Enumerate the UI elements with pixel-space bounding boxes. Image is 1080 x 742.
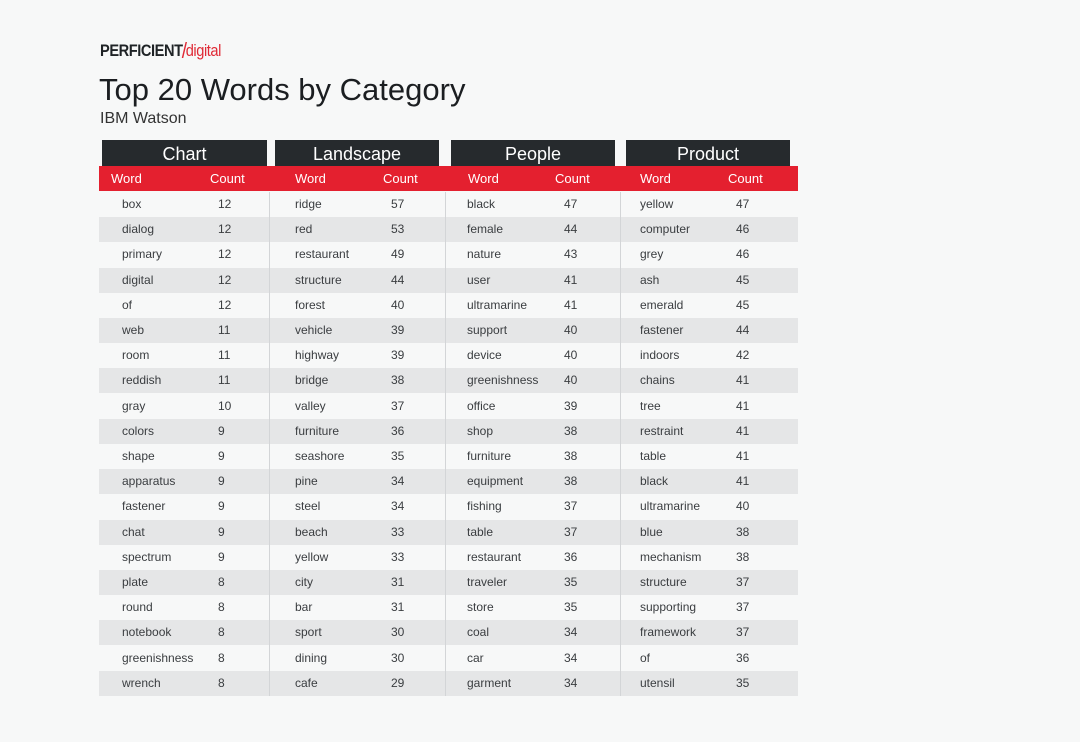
count-cell: 37 xyxy=(564,499,578,514)
word-cell: ridge xyxy=(295,197,322,211)
word-cell: support xyxy=(467,323,508,337)
count-cell: 9 xyxy=(218,474,225,489)
column-header-count: Count xyxy=(555,171,590,186)
count-cell: 37 xyxy=(736,575,750,589)
count-cell: 30 xyxy=(391,650,405,665)
count-cell: 41 xyxy=(736,449,750,463)
count-cell: 33 xyxy=(391,524,405,539)
word-cell: ultramarine xyxy=(640,499,701,514)
word-cell: beach xyxy=(295,524,328,539)
word-cell: restaurant xyxy=(295,247,350,262)
table-row xyxy=(99,545,798,570)
count-cell: 41 xyxy=(564,297,578,312)
count-cell: 8 xyxy=(218,650,225,665)
count-cell: 8 xyxy=(218,625,225,640)
count-cell: 9 xyxy=(218,499,225,514)
word-cell: dialog xyxy=(122,222,155,237)
word-cell: furniture xyxy=(467,449,512,463)
count-cell: 44 xyxy=(391,272,405,287)
column-divider xyxy=(445,192,446,696)
table-row xyxy=(99,192,798,217)
table-row xyxy=(99,268,798,293)
table-row xyxy=(99,444,798,469)
table-row xyxy=(99,242,798,267)
word-cell: greenishness xyxy=(467,373,539,388)
word-cell: gray xyxy=(122,398,146,413)
count-cell: 37 xyxy=(736,600,750,615)
word-cell: notebook xyxy=(122,625,172,640)
count-cell: 41 xyxy=(736,474,750,489)
word-cell: shop xyxy=(467,423,494,438)
count-cell: 12 xyxy=(218,197,232,211)
column-header-word: Word xyxy=(640,171,671,186)
count-cell: 47 xyxy=(564,197,578,211)
word-cell: red xyxy=(295,222,313,237)
word-cell: of xyxy=(640,650,651,665)
word-cell: tree xyxy=(640,398,661,413)
count-cell: 34 xyxy=(564,650,578,665)
count-cell: 38 xyxy=(736,549,750,564)
word-cell: chains xyxy=(640,373,675,388)
table-row xyxy=(99,595,798,620)
word-cell: female xyxy=(467,222,504,237)
word-cell: box xyxy=(122,197,142,211)
word-cell: black xyxy=(640,474,669,489)
count-cell: 41 xyxy=(564,272,578,287)
count-cell: 35 xyxy=(391,449,405,463)
count-cell: 37 xyxy=(564,524,578,539)
column-header-count: Count xyxy=(383,171,418,186)
count-cell: 31 xyxy=(391,600,405,615)
word-cell: primary xyxy=(122,247,163,262)
count-cell: 11 xyxy=(218,323,231,337)
word-cell: nature xyxy=(467,247,502,262)
word-cell: indoors xyxy=(640,348,680,363)
count-cell: 38 xyxy=(391,373,405,388)
table-row xyxy=(99,646,798,671)
count-cell: 34 xyxy=(564,675,578,690)
word-cell: table xyxy=(467,524,494,539)
count-cell: 38 xyxy=(564,474,578,489)
table-row xyxy=(99,494,798,519)
count-cell: 29 xyxy=(391,675,405,690)
category-header-product: Product xyxy=(626,140,790,166)
count-cell: 44 xyxy=(736,323,750,337)
count-cell: 35 xyxy=(564,600,578,615)
word-cell: dining xyxy=(295,650,328,665)
count-cell: 34 xyxy=(391,499,405,514)
word-cell: steel xyxy=(295,499,321,514)
table-row xyxy=(99,293,798,318)
word-cell: restraint xyxy=(640,423,684,438)
count-cell: 9 xyxy=(218,524,225,539)
count-cell: 35 xyxy=(564,575,578,589)
word-cell: sport xyxy=(295,625,322,640)
word-cell: valley xyxy=(295,398,326,413)
word-cell: user xyxy=(467,272,491,287)
word-cell: digital xyxy=(122,272,154,287)
column-header-row xyxy=(99,166,798,191)
word-cell: equipment xyxy=(467,474,524,489)
count-cell: 37 xyxy=(391,398,405,413)
word-cell: forest xyxy=(295,297,326,312)
column-header-count: Count xyxy=(210,171,245,186)
count-cell: 38 xyxy=(564,423,578,438)
table-row xyxy=(99,368,798,393)
count-cell: 36 xyxy=(564,549,578,564)
count-cell: 9 xyxy=(218,549,225,564)
word-cell: greenishness xyxy=(122,650,194,665)
count-cell: 9 xyxy=(218,423,225,438)
count-cell: 36 xyxy=(391,423,405,438)
count-cell: 41 xyxy=(736,398,750,413)
count-cell: 8 xyxy=(218,575,225,589)
count-cell: 8 xyxy=(218,600,225,615)
count-cell: 41 xyxy=(736,423,750,438)
perficient-digital-logo: PERFICIENT/digital xyxy=(100,38,221,63)
column-header-count: Count xyxy=(728,171,763,186)
word-cell: web xyxy=(122,323,145,337)
count-cell: 57 xyxy=(391,197,405,211)
word-cell: ash xyxy=(640,272,660,287)
words-table xyxy=(99,140,798,696)
column-divider xyxy=(620,192,621,696)
word-cell: vehicle xyxy=(295,323,333,337)
count-cell: 12 xyxy=(218,297,232,312)
word-cell: fastener xyxy=(122,499,166,514)
table-row xyxy=(99,419,798,444)
word-cell: traveler xyxy=(467,575,508,589)
word-cell: utensil xyxy=(640,675,675,690)
count-cell: 46 xyxy=(736,222,750,237)
word-cell: city xyxy=(295,575,313,589)
word-cell: shape xyxy=(122,449,155,463)
word-cell: of xyxy=(122,297,133,312)
count-cell: 40 xyxy=(564,348,578,363)
table-row xyxy=(99,520,798,545)
word-cell: device xyxy=(467,348,502,363)
word-cell: computer xyxy=(640,222,691,237)
column-divider xyxy=(269,192,270,696)
word-cell: table xyxy=(640,449,667,463)
count-cell: 42 xyxy=(736,348,750,363)
column-header-word: Word xyxy=(111,171,142,186)
count-cell: 40 xyxy=(736,499,750,514)
page-title: Top 20 Words by Category xyxy=(99,72,466,107)
word-cell: black xyxy=(467,197,496,211)
word-cell: structure xyxy=(295,272,342,287)
word-cell: spectrum xyxy=(122,549,172,564)
word-cell: colors xyxy=(122,423,155,438)
word-cell: garment xyxy=(467,675,512,690)
word-cell: seashore xyxy=(295,449,345,463)
word-cell: coal xyxy=(467,625,490,640)
table-row xyxy=(99,343,798,368)
count-cell: 45 xyxy=(736,272,750,287)
word-cell: fastener xyxy=(640,323,684,337)
count-cell: 43 xyxy=(564,247,578,262)
word-cell: bridge xyxy=(295,373,329,388)
count-cell: 12 xyxy=(218,222,232,237)
count-cell: 10 xyxy=(218,398,232,413)
category-header-chart: Chart xyxy=(102,140,267,166)
count-cell: 34 xyxy=(391,474,405,489)
word-cell: highway xyxy=(295,348,340,363)
count-cell: 47 xyxy=(736,197,750,211)
table-row xyxy=(99,570,798,595)
count-cell: 34 xyxy=(564,625,578,640)
count-cell: 12 xyxy=(218,272,232,287)
count-cell: 41 xyxy=(736,373,750,388)
column-header-word: Word xyxy=(295,171,326,186)
word-cell: mechanism xyxy=(640,549,702,564)
count-cell: 36 xyxy=(736,650,750,665)
count-cell: 53 xyxy=(391,222,405,237)
word-cell: wrench xyxy=(122,675,161,690)
count-cell: 39 xyxy=(391,348,405,363)
count-cell: 45 xyxy=(736,297,750,312)
word-cell: round xyxy=(122,600,153,615)
word-cell: blue xyxy=(640,524,663,539)
count-cell: 39 xyxy=(391,323,405,337)
word-cell: pine xyxy=(295,474,318,489)
word-cell: reddish xyxy=(122,373,162,388)
word-cell: fishing xyxy=(467,499,502,514)
count-cell: 11 xyxy=(218,373,231,388)
word-cell: room xyxy=(122,348,150,363)
count-cell: 12 xyxy=(218,247,232,262)
word-cell: yellow xyxy=(295,549,329,564)
word-cell: plate xyxy=(122,575,149,589)
word-cell: chat xyxy=(122,524,145,539)
word-cell: cafe xyxy=(295,675,318,690)
word-cell: framework xyxy=(640,625,697,640)
count-cell: 40 xyxy=(564,373,578,388)
table-row xyxy=(99,671,798,696)
word-cell: ultramarine xyxy=(467,297,528,312)
word-cell: structure xyxy=(640,575,687,589)
count-cell: 33 xyxy=(391,549,405,564)
count-cell: 37 xyxy=(736,625,750,640)
word-cell: grey xyxy=(640,247,664,262)
count-cell: 49 xyxy=(391,247,405,262)
table-row xyxy=(99,318,798,343)
word-cell: office xyxy=(467,398,496,413)
count-cell: 40 xyxy=(391,297,405,312)
word-cell: supporting xyxy=(640,600,697,615)
word-cell: furniture xyxy=(295,423,340,438)
table-row xyxy=(99,394,798,419)
count-cell: 8 xyxy=(218,675,225,690)
word-cell: apparatus xyxy=(122,474,176,489)
category-header-people: People xyxy=(451,140,615,166)
word-cell: yellow xyxy=(640,197,674,211)
count-cell: 40 xyxy=(564,323,578,337)
table-row xyxy=(99,217,798,242)
count-cell: 30 xyxy=(391,625,405,640)
count-cell: 35 xyxy=(736,675,750,690)
count-cell: 46 xyxy=(736,247,750,262)
count-cell: 11 xyxy=(218,348,231,363)
word-cell: restaurant xyxy=(467,549,522,564)
count-cell: 44 xyxy=(564,222,578,237)
table-row xyxy=(99,620,798,645)
count-cell: 9 xyxy=(218,449,225,463)
table-row xyxy=(99,469,798,494)
category-header-landscape: Landscape xyxy=(275,140,439,166)
page-subtitle: IBM Watson xyxy=(100,110,187,127)
count-cell: 39 xyxy=(564,398,578,413)
word-cell: car xyxy=(467,650,484,665)
count-cell: 38 xyxy=(564,449,578,463)
word-cell: bar xyxy=(295,600,313,615)
count-cell: 31 xyxy=(391,575,405,589)
column-header-word: Word xyxy=(468,171,499,186)
word-cell: emerald xyxy=(640,297,684,312)
count-cell: 38 xyxy=(736,524,750,539)
word-cell: store xyxy=(467,600,494,615)
